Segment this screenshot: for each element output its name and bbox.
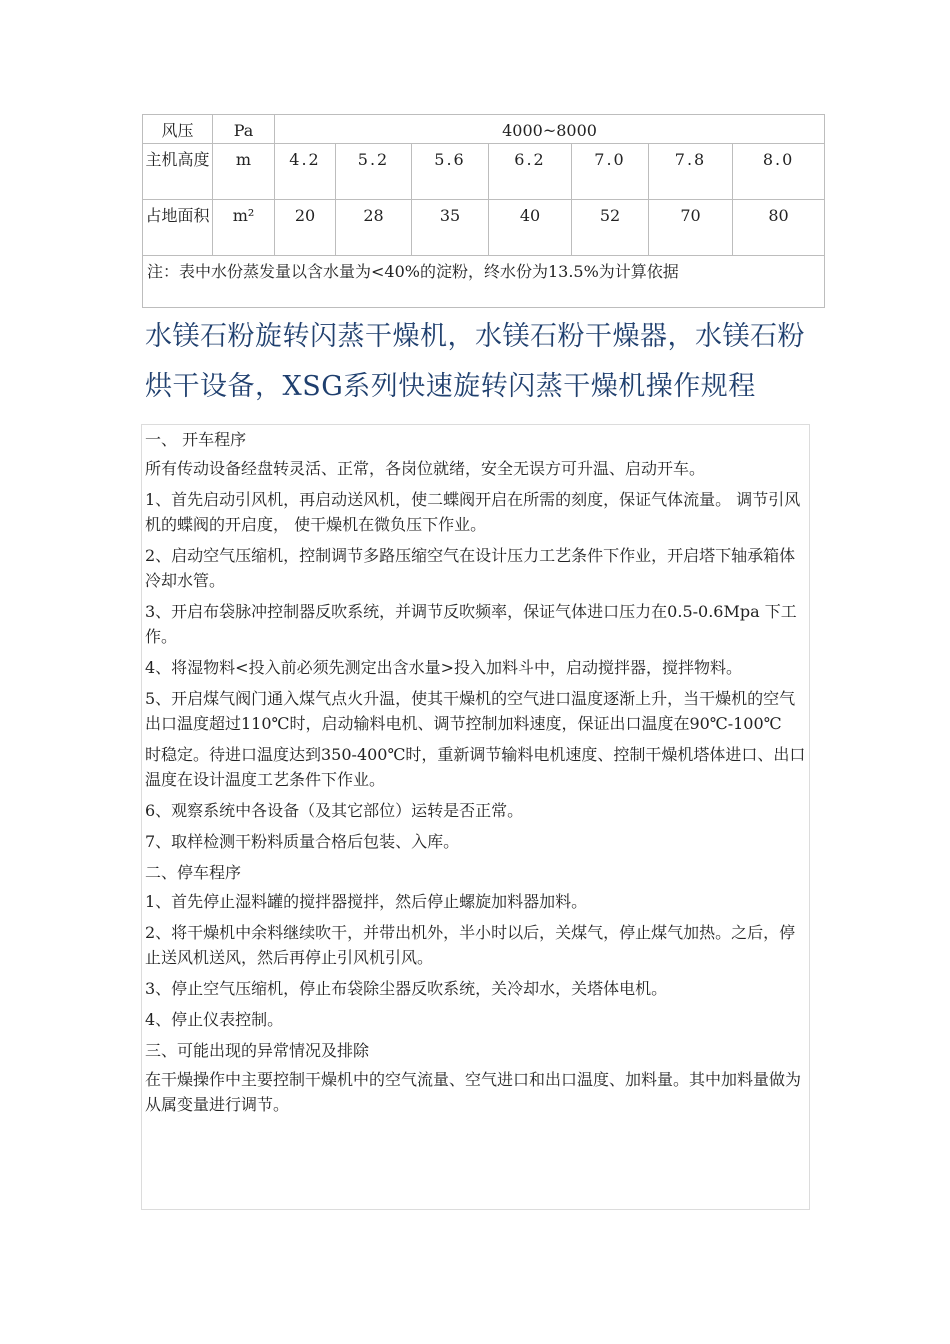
paragraph: 时稳定。待进口温度达到350-400℃时，重新调节输料电机速度、控制干燥机塔体进口、出口温度在设计温度工艺条件下作业。 [145,745,806,789]
spec-table [142,114,825,308]
table-row-wind-pressure [143,115,825,144]
table-row-floor-area [143,200,825,256]
paragraph: 2、启动空气压缩机，控制调节多路压缩空气在设计压力工艺条件下作业，开启塔下轴承箱体冷却水管。 [145,546,796,590]
table-cell: 8.0 [733,144,825,200]
table-cell: 20 [275,200,336,256]
table-cell: Pa [213,115,275,144]
table-cell: 7.8 [649,144,733,200]
paragraph: 1、首先停止湿料罐的搅拌器搅拌，然后停止螺旋加料器加料。 [145,892,588,911]
table-cell: 7.0 [572,144,649,200]
table-cell: m² [213,200,275,256]
table-cell: 占地面积 [143,200,213,256]
paragraph: 3、开启布袋脉冲控制器反吹系统，并调节反吹频率，保证气体进口压力在0.5-0.6Mpa 下工作。 [145,602,797,646]
page-title: 水镁石粉旋转闪蒸干燥机，水镁石粉干燥器，水镁石粉烘干设备，XSG系列快速旋转闪蒸干燥机操作规程 [145,321,805,402]
section-heading: 三、可能出现的异常情况及排除 [145,1041,370,1060]
paragraph: 5、开启煤气阀门通入煤气点火升温，使其干燥机的空气进口温度逐渐上升，当干燥机的空气出口温度超过110℃时，启动输料电机、调节控制加料速度，保证出口温度在90℃-100℃ [145,689,796,733]
table-cell: 4000~8000 [275,115,825,144]
table-cell: 28 [336,200,412,256]
table-cell: 35 [412,200,489,256]
paragraph: 所有传动设备经盘转灵活、正常，各岗位就绪，安全无误方可升温、启动开车。 [145,459,706,478]
table-cell: m [213,144,275,200]
paragraph: 6、观察系统中各设备（及其它部位）运转是否正常。 [145,801,524,820]
table-row-main-height [143,144,825,200]
table-note: 注：表中水份蒸发量以含水量为<40%的淀粉，终水份为13.5%为计算依据 [143,256,825,308]
paragraph: 在干燥操作中主要控制干燥机中的空气流量、空气进口和出口温度、加料量。其中加料量做为从属变量进行调节。 [145,1070,802,1114]
table-cell: 主机高度 [143,144,213,200]
table-cell: 80 [733,200,825,256]
paragraph: 4、将湿物料<投入前必须先测定出含水量>投入加料斗中，启动搅拌器，搅拌物料。 [145,658,742,677]
table-cell: 52 [572,200,649,256]
table-cell: 5.6 [412,144,489,200]
paragraph: 3、停止空气压缩机，停止布袋除尘器反吹系统，关冷却水，关塔体电机。 [145,979,668,998]
table-cell: 风压 [143,115,213,144]
table-cell: 70 [649,200,733,256]
table-cell: 4.2 [275,144,336,200]
paragraph: 1、首先启动引风机，再启动送风机，使二蝶阀开启在所需的刻度，保证气体流量。 调节引风机的蝶阀的开启度， 使干燥机在微负压下作业。 [145,490,801,534]
paragraph: 4、停止仪表控制。 [145,1010,284,1029]
table-cell: 40 [489,200,572,256]
section-heading: 一、 开车程序 [145,430,247,449]
section-heading: 二、停车程序 [145,863,242,882]
paragraph: 2、将干燥机中余料继续吹干，并带出机外，半小时以后，关煤气，停止煤气加热。之后，停止送风机送风，然后再停止引风机引风。 [145,923,796,967]
content-box [141,424,810,1210]
table-cell: 5.2 [336,144,412,200]
paragraph: 7、取样检测干粉料质量合格后包装、入库。 [145,832,460,851]
table-cell: 6.2 [489,144,572,200]
table-row-note [143,256,825,308]
